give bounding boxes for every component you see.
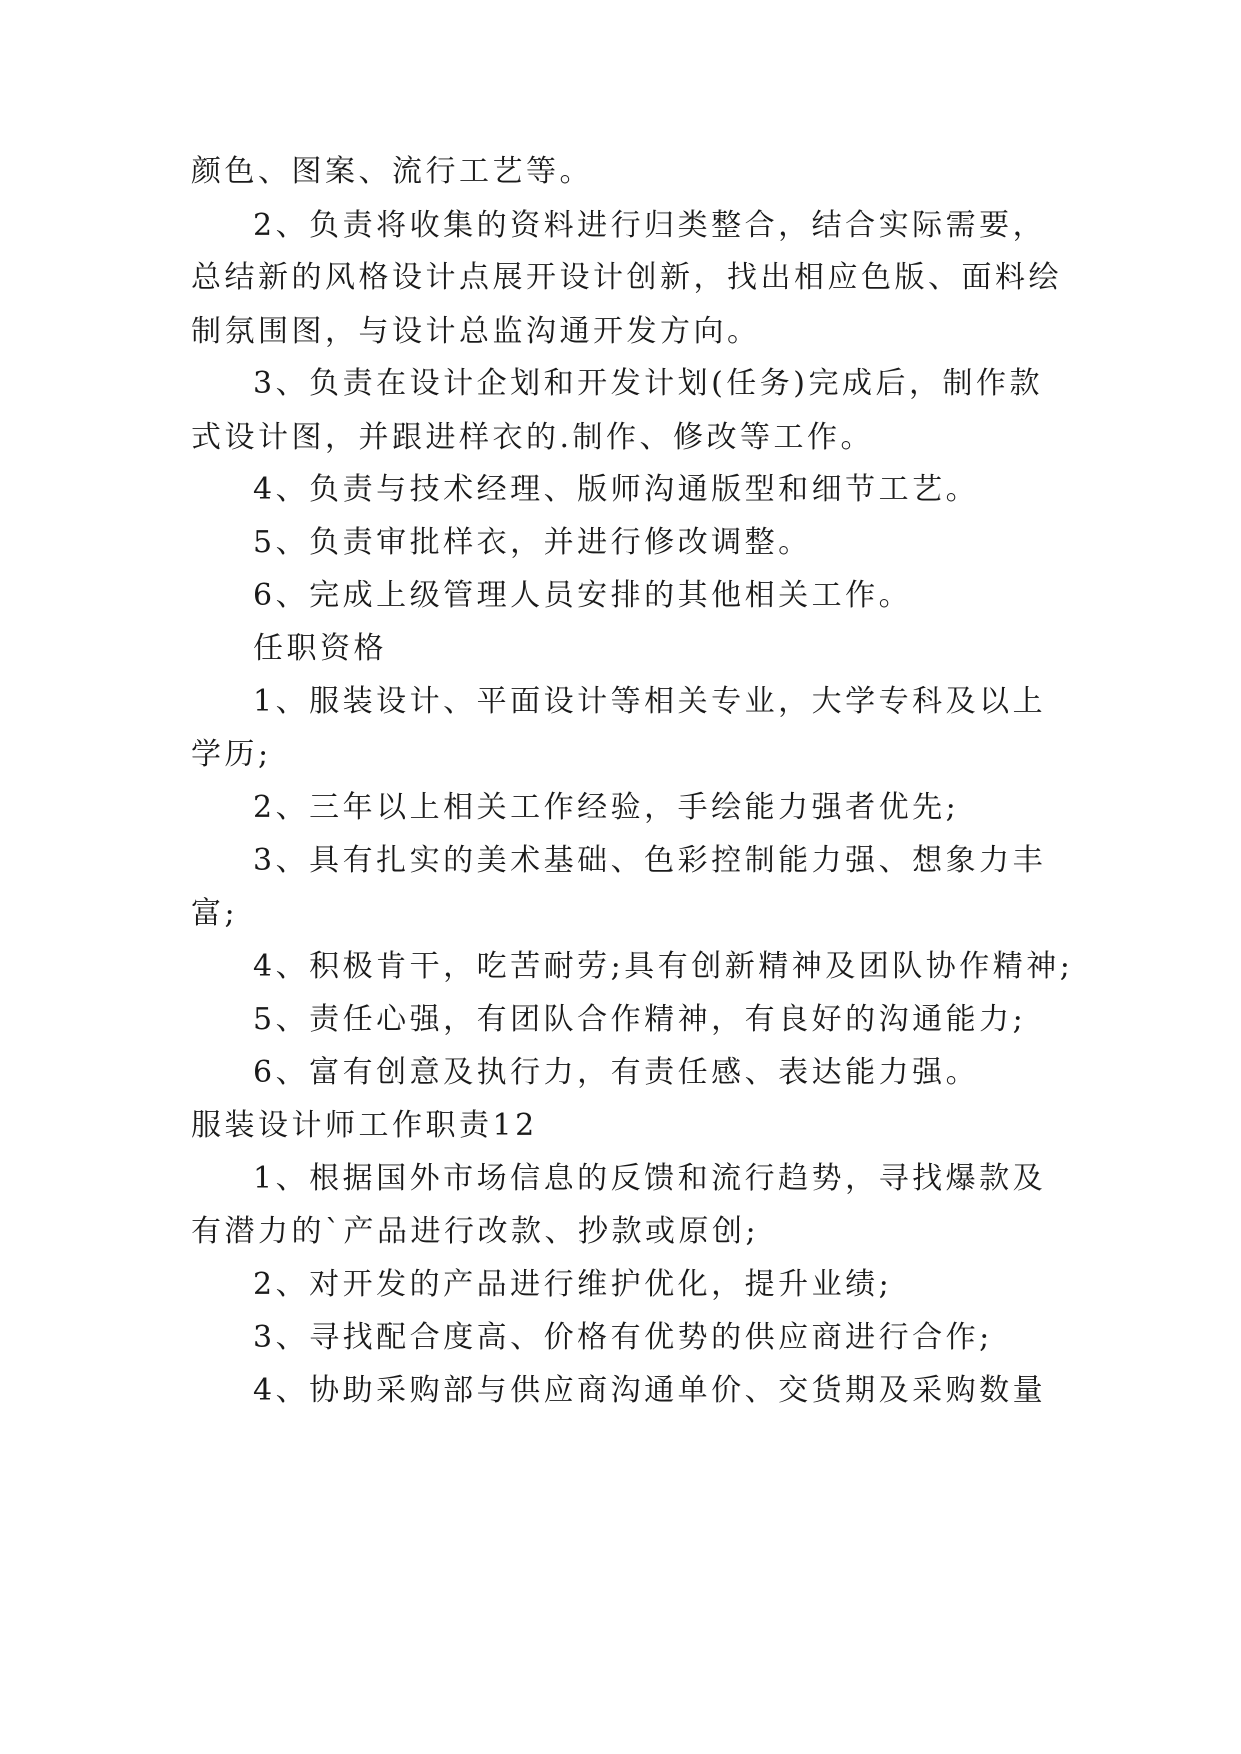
text-line: 6、完成上级管理人员安排的其他相关工作。: [253, 578, 913, 613]
text-line: 学历;: [191, 737, 272, 772]
text-line: 4、负责与技术经理、版师沟通版型和细节工艺。: [253, 472, 980, 507]
text-line: 1、服装设计、平面设计等相关专业，大学专科及以上: [253, 684, 1047, 719]
section-heading: 服装设计师工作职责12: [191, 1108, 538, 1143]
text-line: 颜色、图案、流行工艺等。: [191, 154, 593, 189]
section-heading: 任职资格: [253, 631, 387, 666]
text-line: 1、根据国外市场信息的反馈和流行趋势，寻找爆款及: [253, 1161, 1047, 1196]
text-line: 3、寻找配合度高、价格有优势的供应商进行合作;: [253, 1320, 993, 1355]
text-line: 总结新的风格设计点展开设计创新，找出相应色版、面料绘: [191, 260, 1062, 295]
text-line: 5、负责审批样衣，并进行修改调整。: [253, 525, 812, 560]
text-line: 有潜力的`产品进行改款、抄款或原创;: [191, 1214, 760, 1249]
text-line: 制氛围图，与设计总监沟通开发方向。: [191, 314, 761, 349]
text-line: 2、三年以上相关工作经验，手绘能力强者优先;: [253, 790, 960, 825]
text-line: 4、协助采购部与供应商沟通单价、交货期及采购数量: [253, 1373, 1047, 1408]
text-line: 3、具有扎实的美术基础、色彩控制能力强、想象力丰: [253, 843, 1047, 878]
text-line: 式设计图，并跟进样衣的.制作、修改等工作。: [191, 420, 875, 455]
text-line: 6、富有创意及执行力，有责任感、表达能力强。: [253, 1055, 980, 1090]
text-line: 2、负责将收集的资料进行归类整合，结合实际需要，: [253, 208, 1047, 243]
text-line: 富;: [191, 896, 239, 931]
text-line: 4、积极肯干，吃苦耐劳;具有创新精神及团队协作精神;: [253, 949, 1074, 984]
text-line: 2、对开发的产品进行维护优化，提升业绩;: [253, 1267, 893, 1302]
text-line: 3、负责在设计企划和开发计划(任务)完成后，制作款: [253, 366, 1043, 401]
text-line: 5、责任心强，有团队合作精神，有良好的沟通能力;: [253, 1002, 1027, 1037]
